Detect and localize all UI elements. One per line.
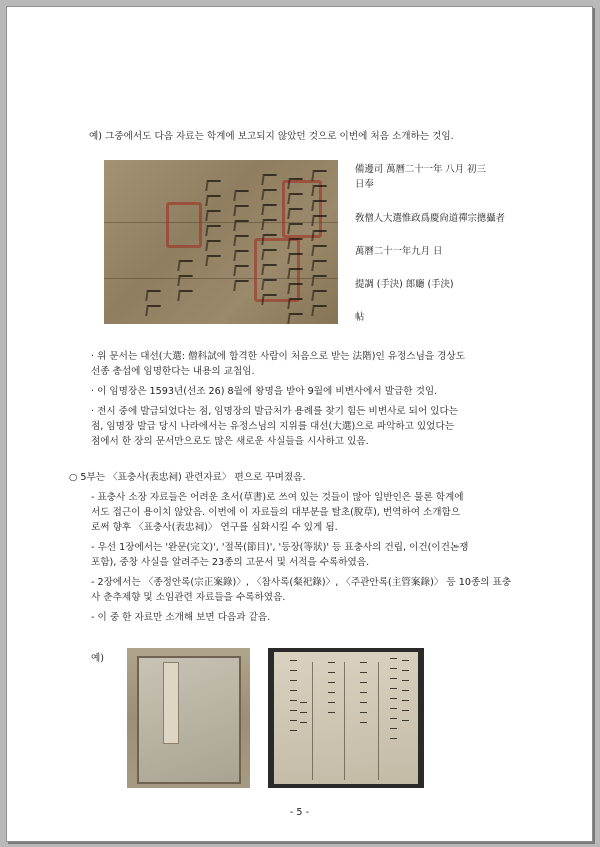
section-5-item-2: - 우선 1장에서는 '완문(完文)', '절목(節目)', '등장(等狀)' 등 표충사의 건립, 이건(이건논쟁: [91, 542, 469, 553]
transcription-line-2: 日奉: [355, 179, 374, 190]
section-5-item-3: - 2장에서는 〈종정안록(宗正案錄)〉, 〈참사록(粲祀錄)〉, 〈주관안록(主管案錄)〉 등 10종의 표충: [91, 577, 512, 588]
section-5-item-1: - 표충사 소장 자료들은 어려운 초서(草書)로 쓰여 있는 것들이 많아 일반인은 물론 학계에: [91, 492, 464, 503]
document-page: [6, 6, 593, 842]
page-number: - 5 -: [289, 807, 310, 818]
doc-bullet-3-cont-1: 점, 임명장 발급 당시 나라에서는 유정스님의 지위를 대선(大選)으로 파악하고 있었다는: [91, 421, 454, 432]
example-2-label: 예): [91, 653, 105, 664]
transcription-line-3: 敎僧人大選惟政爲慶尙道禪宗摠攝者: [355, 213, 506, 224]
doc-bullet-1: · 위 문서는 대선(大選: 僧科試에 합격한 사람이 처음으로 받는 法階)인 유정스님을 경상도: [91, 351, 465, 362]
book-page-photo: [268, 648, 424, 788]
doc-bullet-2: · 이 임명장은 1593년(선조 26) 8월에 왕명을 받아 9월에 비변사에서 발급한 것임.: [91, 386, 438, 397]
transcription-line-6: 帖: [355, 312, 365, 323]
section-5-item-2-cont: 포함), 중창 사실을 알려주는 23종의 고문서 및 서적을 수록하였음.: [91, 557, 370, 568]
section-5-item-3-cont: 사 춘추제향 및 소임관련 자료들을 수록하였음.: [91, 592, 286, 603]
transcription-line-5: 提調 (手決) 郎廳 (手決): [355, 279, 454, 290]
doc-bullet-1-cont: 선종 총섭에 임명한다는 내용의 교첩임.: [91, 366, 255, 377]
doc-bullet-3-cont-2: 점에서 한 장의 문서만으로도 많은 새로운 사실들을 시사하고 있음.: [91, 436, 369, 447]
transcription-line-4: 萬曆二十一年九月 日: [355, 246, 443, 257]
section-5-header: ○ 5부는 〈표충사(表忠祠) 관련자료〉 편으로 꾸며졌음.: [69, 472, 306, 483]
section-5-item-4: - 이 중 한 자료만 소개해 보면 다음과 같음.: [91, 612, 271, 623]
transcription-line-1: 備邊司 萬曆二十一年 八月 初三: [355, 164, 486, 175]
book-cover-photo: [127, 648, 250, 788]
intro-text: 예) 그중에서도 다음 자료는 학계에 보고되지 않았던 것으로 이번에 처음 소개하는 것임.: [89, 131, 454, 142]
section-5-item-1-cont-2: 로써 향후 〈표충사(表忠祠)〉 연구를 심화시킬 수 있게 됨.: [91, 522, 338, 533]
section-5-item-1-cont-1: 서도 접근이 용이치 않았음. 이번에 이 자료들의 대부분을 탈초(脫草), 번역하여 소개함으: [91, 507, 461, 518]
appointment-document-photo: [104, 160, 338, 324]
doc-bullet-3: · 전시 중에 발급되었다는 점, 임명장의 발급처가 용례를 찾기 힘든 비변사로 되어 있다는: [91, 406, 459, 417]
